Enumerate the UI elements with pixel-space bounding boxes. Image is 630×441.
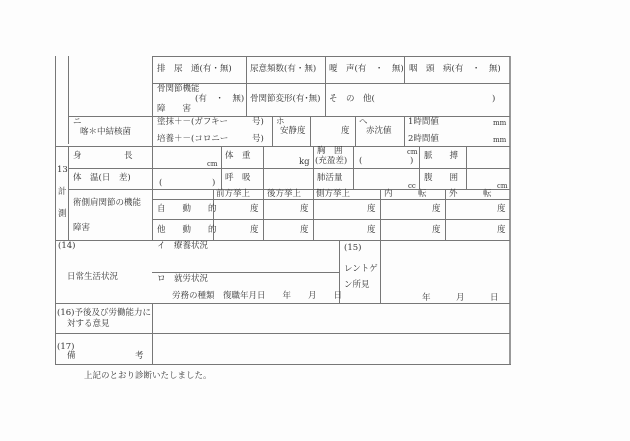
temp-paren-open: ( bbox=[159, 178, 163, 188]
remarks-number: (17) bbox=[57, 342, 75, 352]
line bbox=[404, 116, 405, 146]
passive-abduction-deg[interactable]: 度 bbox=[497, 225, 506, 235]
temp-paren-close: ) bbox=[212, 178, 216, 188]
header-adduction: 内 転 bbox=[384, 189, 427, 199]
section-13-number: 13 bbox=[57, 165, 68, 175]
weight-label: 体 重 bbox=[225, 151, 251, 161]
line bbox=[55, 364, 511, 365]
xray-label-2: ン所見 bbox=[344, 280, 370, 290]
line bbox=[68, 116, 510, 117]
active-backward-deg[interactable]: 度 bbox=[300, 204, 309, 214]
line bbox=[445, 189, 446, 240]
line bbox=[246, 56, 247, 116]
excretion-field[interactable]: 排 尿 通(有・無) bbox=[157, 64, 232, 74]
joint-label-2: 障 害 bbox=[157, 104, 192, 114]
line bbox=[380, 240, 381, 303]
header-forward: 前方挙上 bbox=[216, 189, 251, 199]
height-label: 身 長 bbox=[73, 151, 133, 161]
culture-field[interactable]: 培養＋－(コロニー bbox=[157, 134, 229, 144]
daily-number: (14) bbox=[58, 241, 76, 251]
line bbox=[380, 189, 381, 240]
active-adduction-deg[interactable]: 度 bbox=[432, 204, 441, 214]
esr-2h-field[interactable]: 2時間値 bbox=[408, 134, 439, 144]
sputum-label: 喀＊中結核菌 bbox=[80, 127, 132, 137]
passive-forward-deg[interactable]: 度 bbox=[250, 225, 259, 235]
active-forward-deg[interactable]: 度 bbox=[250, 204, 259, 214]
frequency-field[interactable]: 尿意頻数(有・無) bbox=[250, 64, 317, 74]
vital-unit: cc bbox=[408, 182, 416, 190]
header-backward: 後方挙上 bbox=[267, 189, 302, 199]
header-lateral: 側方挙上 bbox=[316, 189, 351, 199]
remarks-label: 備 考 bbox=[67, 351, 144, 361]
passive-backward-deg[interactable]: 度 bbox=[300, 225, 309, 235]
he-mark: へ bbox=[359, 117, 368, 127]
passive-label: 他 動 的 bbox=[157, 225, 217, 235]
smear-unit: 号) bbox=[252, 117, 264, 127]
xray-number: (15) bbox=[344, 243, 362, 253]
line bbox=[152, 56, 510, 57]
line bbox=[152, 219, 510, 220]
chest-label: 胸 囲 bbox=[317, 146, 343, 156]
border-inner-measure bbox=[68, 146, 69, 240]
pharyngeal-field[interactable]: 咽 頭 病(有 ・ 無) bbox=[409, 64, 501, 74]
care-status-label: イ 療養状況 bbox=[157, 241, 209, 251]
line bbox=[55, 240, 510, 241]
chest-paren-open: ( bbox=[359, 156, 363, 166]
work-detail[interactable]: 労務の種類 復職年月日 年 月 日 bbox=[172, 291, 343, 301]
line bbox=[355, 116, 356, 146]
daily-label: 日常生活状況 bbox=[67, 272, 119, 282]
active-abduction-deg[interactable]: 度 bbox=[497, 204, 506, 214]
prognosis-label: (16)予後及び労働能力に bbox=[57, 308, 151, 318]
esr-1h-field[interactable]: 1時間値 bbox=[408, 117, 439, 127]
waist-unit: cm bbox=[497, 182, 508, 190]
line bbox=[313, 189, 314, 240]
line bbox=[152, 83, 510, 84]
vital-capacity-label: 肺活量 bbox=[317, 173, 343, 183]
footer-statement: 上記のとおり診断いたしました。 bbox=[84, 371, 212, 381]
temp-label: 体 温(日 差) bbox=[73, 173, 131, 183]
shoulder-label-2: 障害 bbox=[73, 223, 91, 233]
line bbox=[263, 189, 264, 240]
line bbox=[272, 116, 273, 146]
passive-adduction-deg[interactable]: 度 bbox=[432, 225, 441, 235]
esr-label: 赤沈値 bbox=[366, 126, 392, 136]
line bbox=[325, 56, 326, 116]
ni-mark: ニ bbox=[73, 117, 82, 127]
line bbox=[68, 168, 510, 169]
esr-2h-unit: mm bbox=[493, 136, 507, 144]
section-13-label-1: 計 bbox=[58, 187, 67, 197]
joint-option[interactable]: (有 ・ 無) bbox=[195, 94, 245, 104]
weight-unit: kg bbox=[299, 157, 310, 167]
line bbox=[152, 272, 340, 273]
header-abduction: 外 転 bbox=[449, 189, 492, 199]
waist-label: 腹 囲 bbox=[424, 173, 459, 183]
shoulder-label: 術側肩関節の機能 bbox=[73, 198, 142, 208]
deformity-field[interactable]: 骨関節変形(有･無) bbox=[250, 94, 321, 104]
passive-lateral-deg[interactable]: 度 bbox=[367, 225, 376, 235]
height-unit: cm bbox=[207, 160, 218, 168]
pulse-label: 脈 搏 bbox=[424, 151, 459, 161]
line bbox=[310, 116, 311, 146]
line bbox=[55, 146, 510, 147]
chest-label-2: (充盈差) bbox=[315, 156, 348, 166]
smear-field[interactable]: 塗抹＋－(ガフキー bbox=[157, 117, 228, 127]
active-label: 自 動 的 bbox=[157, 204, 217, 214]
border-inner-top bbox=[68, 56, 69, 144]
joint-label: 骨関節機能 bbox=[157, 84, 200, 94]
xray-label: レントゲ bbox=[344, 264, 378, 274]
chest-paren-close: ) bbox=[410, 156, 414, 166]
prognosis-label-2: 対する意見 bbox=[67, 319, 110, 329]
section-13-label-2: 測 bbox=[58, 209, 67, 219]
border-left bbox=[55, 56, 56, 364]
rest-unit: 度 bbox=[341, 126, 350, 136]
esr-1h-unit: mm bbox=[493, 119, 507, 127]
border-right bbox=[509, 56, 511, 364]
other-close: ) bbox=[492, 94, 496, 104]
line bbox=[404, 56, 405, 83]
other-field[interactable]: そ の 他( bbox=[329, 94, 375, 104]
hoarseness-field[interactable]: 嗄 声(有 ・ 無) bbox=[329, 64, 404, 74]
ho-mark: ホ bbox=[276, 117, 285, 127]
active-lateral-deg[interactable]: 度 bbox=[367, 204, 376, 214]
work-status-label: ロ 就労状況 bbox=[157, 274, 209, 284]
respiration-label: 呼 吸 bbox=[225, 173, 251, 183]
rest-label: 安静度 bbox=[280, 126, 306, 136]
chest-unit: cm bbox=[407, 148, 418, 156]
xray-date[interactable]: 年 月 日 bbox=[422, 293, 499, 303]
prognosis-field[interactable] bbox=[153, 304, 509, 333]
remarks-field[interactable] bbox=[153, 334, 509, 364]
culture-unit: 号) bbox=[252, 134, 264, 144]
